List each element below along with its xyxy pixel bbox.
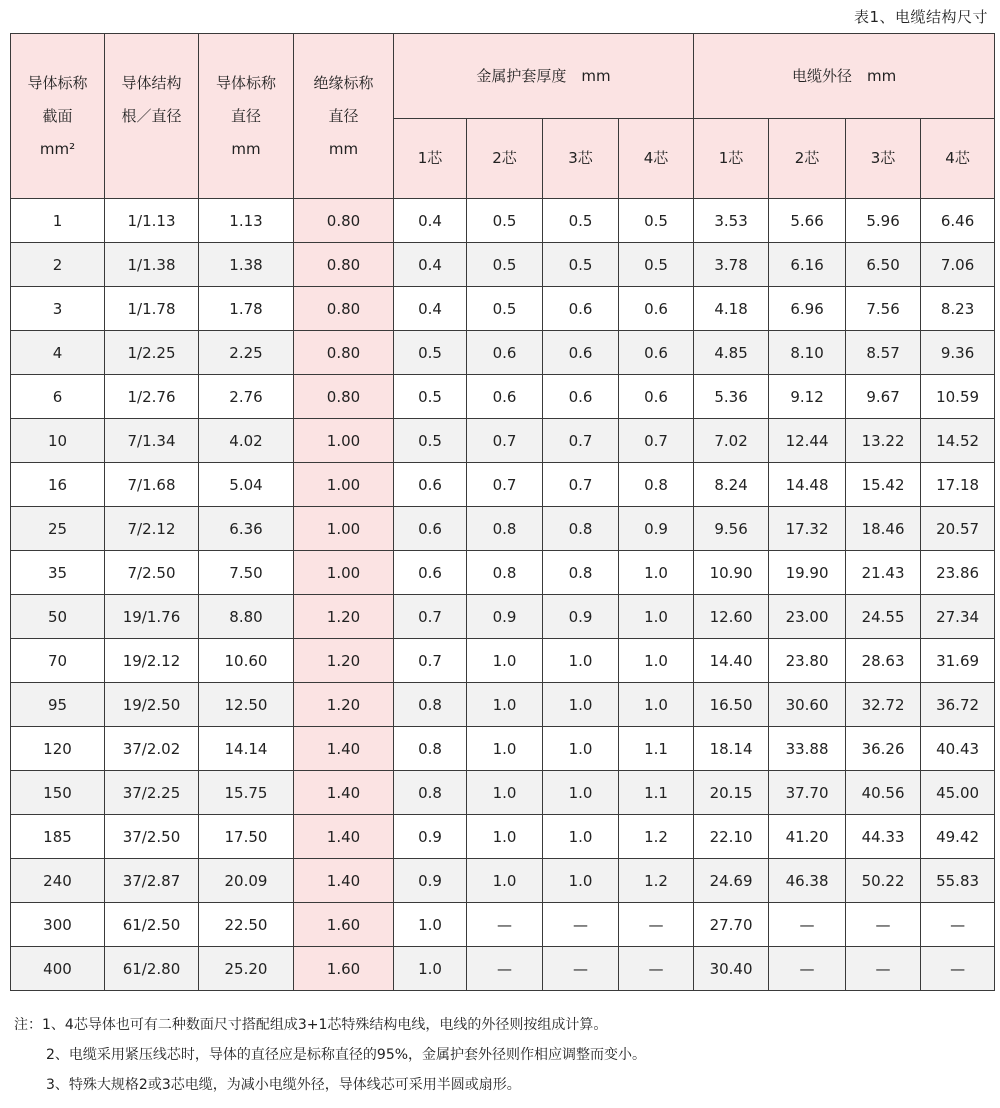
header-outer-3core: 3芯 bbox=[846, 119, 921, 199]
cell-sheath-1core: 0.6 bbox=[394, 551, 467, 595]
cell-outer-1core: 10.90 bbox=[694, 551, 769, 595]
cell-section: 16 bbox=[11, 463, 105, 507]
cell-section: 150 bbox=[11, 771, 105, 815]
cell-sheath-4core: 1.0 bbox=[619, 551, 694, 595]
cell-section: 50 bbox=[11, 595, 105, 639]
cell-outer-4core: 49.42 bbox=[921, 815, 995, 859]
cell-outer-1core: 16.50 bbox=[694, 683, 769, 727]
header-structure bbox=[105, 34, 199, 199]
header-conductor-diameter bbox=[199, 34, 294, 199]
header-insulation-line2: 直径 bbox=[328, 106, 359, 125]
cell-sheath-2core: 1.0 bbox=[467, 771, 543, 815]
cell-sheath-1core: 0.5 bbox=[394, 419, 467, 463]
cell-section: 240 bbox=[11, 859, 105, 903]
header-sheath-3core: 3芯 bbox=[543, 119, 619, 199]
cell-sheath-2core: 1.0 bbox=[467, 683, 543, 727]
cell-outer-2core: — bbox=[769, 947, 846, 991]
header-structure-line1: 导体结构 bbox=[121, 73, 182, 92]
header-outer-group: 电缆外径 mm bbox=[694, 34, 995, 119]
header-section bbox=[11, 34, 105, 199]
cell-structure: 37/2.25 bbox=[105, 771, 199, 815]
cell-sheath-3core: 1.0 bbox=[543, 683, 619, 727]
cell-sheath-3core: 0.6 bbox=[543, 287, 619, 331]
cell-sheath-3core: — bbox=[543, 903, 619, 947]
cell-sheath-1core: 1.0 bbox=[394, 947, 467, 991]
cell-sheath-2core: 0.6 bbox=[467, 375, 543, 419]
cell-structure: 37/2.50 bbox=[105, 815, 199, 859]
cell-sheath-3core: 1.0 bbox=[543, 727, 619, 771]
cell-sheath-4core: 0.7 bbox=[619, 419, 694, 463]
cell-outer-4core: 8.23 bbox=[921, 287, 995, 331]
cell-insulation-diameter: 0.80 bbox=[294, 331, 394, 375]
header-insulation-diameter bbox=[294, 34, 394, 199]
header-section-line3: mm² bbox=[39, 139, 76, 158]
cell-insulation-diameter: 1.00 bbox=[294, 463, 394, 507]
cell-conductor-diameter: 6.36 bbox=[199, 507, 294, 551]
header-insulation-line1: 绝缘标称 bbox=[313, 73, 374, 92]
cell-insulation-diameter: 0.80 bbox=[294, 243, 394, 287]
table-row bbox=[11, 551, 995, 595]
cell-outer-1core: 4.85 bbox=[694, 331, 769, 375]
header-sheath-group: 金属护套厚度 mm bbox=[394, 34, 694, 119]
cell-outer-2core: 12.44 bbox=[769, 419, 846, 463]
cell-structure: 7/1.68 bbox=[105, 463, 199, 507]
cell-outer-1core: 5.36 bbox=[694, 375, 769, 419]
cell-insulation-diameter: 1.40 bbox=[294, 815, 394, 859]
cell-sheath-3core: 0.7 bbox=[543, 463, 619, 507]
cell-section: 185 bbox=[11, 815, 105, 859]
cell-outer-1core: 3.78 bbox=[694, 243, 769, 287]
cell-sheath-1core: 0.4 bbox=[394, 199, 467, 243]
cell-outer-2core: — bbox=[769, 903, 846, 947]
cell-conductor-diameter: 17.50 bbox=[199, 815, 294, 859]
cell-outer-3core: — bbox=[846, 903, 921, 947]
cell-outer-1core: 18.14 bbox=[694, 727, 769, 771]
cell-insulation-diameter: 1.20 bbox=[294, 639, 394, 683]
cell-outer-2core: 14.48 bbox=[769, 463, 846, 507]
table-row bbox=[11, 595, 995, 639]
cell-outer-4core: 9.36 bbox=[921, 331, 995, 375]
table-row bbox=[11, 903, 995, 947]
cell-section: 1 bbox=[11, 199, 105, 243]
cell-sheath-1core: 0.4 bbox=[394, 243, 467, 287]
note-1: 注：1、4芯导体也可有二种数面尺寸搭配组成3+1芯特殊结构电线，电线的外径则按组成计算。 bbox=[14, 1017, 608, 1033]
cell-structure: 19/2.12 bbox=[105, 639, 199, 683]
cell-sheath-4core: — bbox=[619, 903, 694, 947]
cell-sheath-2core: 0.5 bbox=[467, 287, 543, 331]
cell-sheath-1core: 0.7 bbox=[394, 639, 467, 683]
cell-outer-1core: 30.40 bbox=[694, 947, 769, 991]
cell-outer-4core: 6.46 bbox=[921, 199, 995, 243]
cell-outer-4core: 14.52 bbox=[921, 419, 995, 463]
notes bbox=[14, 1010, 646, 1100]
cell-insulation-diameter: 1.20 bbox=[294, 595, 394, 639]
cell-sheath-3core: — bbox=[543, 947, 619, 991]
cell-sheath-1core: 0.8 bbox=[394, 771, 467, 815]
table-row bbox=[11, 815, 995, 859]
cell-sheath-1core: 0.6 bbox=[394, 507, 467, 551]
cell-outer-4core: 31.69 bbox=[921, 639, 995, 683]
cell-outer-2core: 46.38 bbox=[769, 859, 846, 903]
header-section-line1: 导体标称 bbox=[27, 73, 88, 92]
header-diameter-line1: 导体标称 bbox=[215, 73, 276, 92]
cell-sheath-2core: 1.0 bbox=[467, 815, 543, 859]
table-row bbox=[11, 419, 995, 463]
cell-insulation-diameter: 0.80 bbox=[294, 375, 394, 419]
header-section-line2: 截面 bbox=[42, 106, 73, 125]
table-row bbox=[11, 331, 995, 375]
table-row bbox=[11, 771, 995, 815]
cell-conductor-diameter: 1.38 bbox=[199, 243, 294, 287]
cell-sheath-1core: 0.6 bbox=[394, 463, 467, 507]
cell-sheath-3core: 0.6 bbox=[543, 375, 619, 419]
cell-structure: 1/2.25 bbox=[105, 331, 199, 375]
cell-structure: 1/2.76 bbox=[105, 375, 199, 419]
cell-section: 3 bbox=[11, 287, 105, 331]
cell-outer-1core: 14.40 bbox=[694, 639, 769, 683]
cell-outer-1core: 4.18 bbox=[694, 287, 769, 331]
cell-outer-2core: 8.10 bbox=[769, 331, 846, 375]
cell-outer-3core: 44.33 bbox=[846, 815, 921, 859]
cell-section: 35 bbox=[11, 551, 105, 595]
cell-section: 10 bbox=[11, 419, 105, 463]
cell-sheath-1core: 1.0 bbox=[394, 903, 467, 947]
cell-section: 95 bbox=[11, 683, 105, 727]
cell-sheath-4core: 0.6 bbox=[619, 287, 694, 331]
cell-conductor-diameter: 2.25 bbox=[199, 331, 294, 375]
cell-outer-4core: 17.18 bbox=[921, 463, 995, 507]
cell-sheath-3core: 0.5 bbox=[543, 199, 619, 243]
cell-sheath-3core: 1.0 bbox=[543, 771, 619, 815]
cell-structure: 1/1.13 bbox=[105, 199, 199, 243]
cell-conductor-diameter: 1.78 bbox=[199, 287, 294, 331]
table-row bbox=[11, 683, 995, 727]
cell-structure: 37/2.02 bbox=[105, 727, 199, 771]
cell-outer-4core: 7.06 bbox=[921, 243, 995, 287]
cell-section: 300 bbox=[11, 903, 105, 947]
cell-structure: 61/2.50 bbox=[105, 903, 199, 947]
cell-outer-2core: 41.20 bbox=[769, 815, 846, 859]
cell-outer-3core: 36.26 bbox=[846, 727, 921, 771]
cell-conductor-diameter: 2.76 bbox=[199, 375, 294, 419]
cell-sheath-2core: 0.5 bbox=[467, 243, 543, 287]
header-insulation-line3: mm bbox=[328, 139, 359, 158]
cell-sheath-3core: 0.9 bbox=[543, 595, 619, 639]
cell-conductor-diameter: 5.04 bbox=[199, 463, 294, 507]
cell-outer-3core: 7.56 bbox=[846, 287, 921, 331]
cell-outer-1core: 27.70 bbox=[694, 903, 769, 947]
cell-insulation-diameter: 1.60 bbox=[294, 903, 394, 947]
cell-sheath-3core: 0.5 bbox=[543, 243, 619, 287]
cell-sheath-4core: 0.5 bbox=[619, 243, 694, 287]
cell-insulation-diameter: 1.00 bbox=[294, 419, 394, 463]
cell-structure: 61/2.80 bbox=[105, 947, 199, 991]
cell-outer-3core: 28.63 bbox=[846, 639, 921, 683]
cell-outer-3core: 6.50 bbox=[846, 243, 921, 287]
cell-conductor-diameter: 7.50 bbox=[199, 551, 294, 595]
note-2: 2、电缆采用紧压线芯时，导体的直径应是标称直径的95%，金属护套外径则作相应调整而变小。 bbox=[46, 1047, 647, 1063]
cell-conductor-diameter: 4.02 bbox=[199, 419, 294, 463]
cell-sheath-4core: 0.6 bbox=[619, 331, 694, 375]
cell-insulation-diameter: 1.40 bbox=[294, 727, 394, 771]
cell-outer-3core: 50.22 bbox=[846, 859, 921, 903]
cell-sheath-2core: 0.7 bbox=[467, 463, 543, 507]
header-structure-line2: 根／直径 bbox=[121, 106, 182, 125]
cell-sheath-1core: 0.4 bbox=[394, 287, 467, 331]
cell-sheath-4core: — bbox=[619, 947, 694, 991]
header-sheath-1core: 1芯 bbox=[394, 119, 467, 199]
cell-sheath-1core: 0.9 bbox=[394, 859, 467, 903]
header-diameter-line2: 直径 bbox=[230, 106, 261, 125]
cell-outer-3core: 9.67 bbox=[846, 375, 921, 419]
header-outer-2core: 2芯 bbox=[769, 119, 846, 199]
cell-outer-2core: 23.00 bbox=[769, 595, 846, 639]
table-caption: 表1、电缆结构尺寸 bbox=[853, 8, 988, 26]
cell-outer-3core: 21.43 bbox=[846, 551, 921, 595]
cell-sheath-2core: 0.6 bbox=[467, 331, 543, 375]
cell-outer-4core: 20.57 bbox=[921, 507, 995, 551]
cell-structure: 19/2.50 bbox=[105, 683, 199, 727]
cell-outer-3core: — bbox=[846, 947, 921, 991]
cell-sheath-4core: 1.1 bbox=[619, 771, 694, 815]
table-row bbox=[11, 199, 995, 243]
cell-conductor-diameter: 15.75 bbox=[199, 771, 294, 815]
cable-spec-table bbox=[10, 33, 995, 991]
header-diameter-line3: mm bbox=[231, 139, 261, 158]
cell-structure: 37/2.87 bbox=[105, 859, 199, 903]
cell-section: 4 bbox=[11, 331, 105, 375]
cell-sheath-1core: 0.9 bbox=[394, 815, 467, 859]
cell-sheath-2core: 1.0 bbox=[467, 859, 543, 903]
cell-structure: 7/2.12 bbox=[105, 507, 199, 551]
table-row bbox=[11, 639, 995, 683]
cell-structure: 1/1.38 bbox=[105, 243, 199, 287]
cell-insulation-diameter: 0.80 bbox=[294, 199, 394, 243]
header-outer-4core: 4芯 bbox=[921, 119, 995, 199]
cell-outer-3core: 15.42 bbox=[846, 463, 921, 507]
cell-insulation-diameter: 0.80 bbox=[294, 287, 394, 331]
cell-structure: 7/2.50 bbox=[105, 551, 199, 595]
cell-outer-2core: 19.90 bbox=[769, 551, 846, 595]
cell-sheath-4core: 0.5 bbox=[619, 199, 694, 243]
cell-outer-4core: 10.59 bbox=[921, 375, 995, 419]
cell-sheath-4core: 1.2 bbox=[619, 815, 694, 859]
cell-sheath-2core: 1.0 bbox=[467, 639, 543, 683]
cell-section: 6 bbox=[11, 375, 105, 419]
cell-outer-2core: 33.88 bbox=[769, 727, 846, 771]
cell-sheath-4core: 1.0 bbox=[619, 595, 694, 639]
header-sheath-4core: 4芯 bbox=[619, 119, 694, 199]
note-3: 3、特殊大规格2或3芯电缆，为减小电缆外径，导体线芯可采用半圆或扇形。 bbox=[46, 1077, 521, 1093]
cell-sheath-1core: 0.8 bbox=[394, 727, 467, 771]
cell-section: 120 bbox=[11, 727, 105, 771]
cell-insulation-diameter: 1.00 bbox=[294, 551, 394, 595]
cell-insulation-diameter: 1.40 bbox=[294, 771, 394, 815]
cell-outer-4core: 36.72 bbox=[921, 683, 995, 727]
cell-section: 25 bbox=[11, 507, 105, 551]
cell-outer-1core: 9.56 bbox=[694, 507, 769, 551]
cell-insulation-diameter: 1.60 bbox=[294, 947, 394, 991]
cell-outer-4core: 23.86 bbox=[921, 551, 995, 595]
cell-conductor-diameter: 10.60 bbox=[199, 639, 294, 683]
table-body bbox=[11, 199, 995, 991]
cell-sheath-2core: 0.7 bbox=[467, 419, 543, 463]
cell-sheath-2core: 0.8 bbox=[467, 507, 543, 551]
cell-structure: 19/1.76 bbox=[105, 595, 199, 639]
cell-outer-4core: 45.00 bbox=[921, 771, 995, 815]
cell-outer-1core: 12.60 bbox=[694, 595, 769, 639]
cell-outer-1core: 7.02 bbox=[694, 419, 769, 463]
cell-outer-3core: 40.56 bbox=[846, 771, 921, 815]
header-outer-1core: 1芯 bbox=[694, 119, 769, 199]
cell-sheath-3core: 1.0 bbox=[543, 815, 619, 859]
table-row bbox=[11, 859, 995, 903]
cell-section: 400 bbox=[11, 947, 105, 991]
cell-sheath-3core: 0.8 bbox=[543, 507, 619, 551]
cell-outer-3core: 13.22 bbox=[846, 419, 921, 463]
table-header bbox=[11, 34, 995, 199]
cell-sheath-1core: 0.5 bbox=[394, 375, 467, 419]
cell-sheath-4core: 1.0 bbox=[619, 639, 694, 683]
cell-conductor-diameter: 8.80 bbox=[199, 595, 294, 639]
cell-outer-3core: 5.96 bbox=[846, 199, 921, 243]
cell-outer-3core: 18.46 bbox=[846, 507, 921, 551]
table-row bbox=[11, 947, 995, 991]
cell-insulation-diameter: 1.20 bbox=[294, 683, 394, 727]
cell-outer-1core: 22.10 bbox=[694, 815, 769, 859]
cell-outer-4core: 40.43 bbox=[921, 727, 995, 771]
cell-sheath-2core: 0.9 bbox=[467, 595, 543, 639]
cell-outer-2core: 6.96 bbox=[769, 287, 846, 331]
cell-sheath-4core: 1.2 bbox=[619, 859, 694, 903]
table-row bbox=[11, 507, 995, 551]
cell-sheath-2core: 0.5 bbox=[467, 199, 543, 243]
cell-conductor-diameter: 22.50 bbox=[199, 903, 294, 947]
cell-sheath-1core: 0.5 bbox=[394, 331, 467, 375]
cell-sheath-3core: 0.7 bbox=[543, 419, 619, 463]
cell-outer-4core: 27.34 bbox=[921, 595, 995, 639]
cell-conductor-diameter: 1.13 bbox=[199, 199, 294, 243]
cell-insulation-diameter: 1.00 bbox=[294, 507, 394, 551]
cell-structure: 1/1.78 bbox=[105, 287, 199, 331]
cell-sheath-4core: 1.0 bbox=[619, 683, 694, 727]
cell-sheath-3core: 0.6 bbox=[543, 331, 619, 375]
cell-conductor-diameter: 20.09 bbox=[199, 859, 294, 903]
cell-section: 2 bbox=[11, 243, 105, 287]
cell-outer-2core: 17.32 bbox=[769, 507, 846, 551]
table-row bbox=[11, 727, 995, 771]
cell-outer-1core: 20.15 bbox=[694, 771, 769, 815]
cell-sheath-4core: 0.8 bbox=[619, 463, 694, 507]
cell-conductor-diameter: 12.50 bbox=[199, 683, 294, 727]
cell-insulation-diameter: 1.40 bbox=[294, 859, 394, 903]
cell-sheath-2core: 1.0 bbox=[467, 727, 543, 771]
header-sheath-2core: 2芯 bbox=[467, 119, 543, 199]
table-row bbox=[11, 243, 995, 287]
cell-outer-4core: 55.83 bbox=[921, 859, 995, 903]
cell-outer-4core: — bbox=[921, 947, 995, 991]
cell-sheath-2core: 0.8 bbox=[467, 551, 543, 595]
cell-sheath-3core: 1.0 bbox=[543, 859, 619, 903]
cell-sheath-2core: — bbox=[467, 903, 543, 947]
table-row bbox=[11, 375, 995, 419]
cell-outer-1core: 24.69 bbox=[694, 859, 769, 903]
cell-sheath-4core: 1.1 bbox=[619, 727, 694, 771]
cell-outer-4core: — bbox=[921, 903, 995, 947]
cell-outer-2core: 5.66 bbox=[769, 199, 846, 243]
table-row bbox=[11, 287, 995, 331]
cell-sheath-1core: 0.8 bbox=[394, 683, 467, 727]
cell-sheath-2core: — bbox=[467, 947, 543, 991]
cell-sheath-3core: 1.0 bbox=[543, 639, 619, 683]
cell-outer-1core: 8.24 bbox=[694, 463, 769, 507]
cell-structure: 7/1.34 bbox=[105, 419, 199, 463]
cell-outer-2core: 30.60 bbox=[769, 683, 846, 727]
cell-sheath-4core: 0.9 bbox=[619, 507, 694, 551]
cell-conductor-diameter: 25.20 bbox=[199, 947, 294, 991]
cell-outer-1core: 3.53 bbox=[694, 199, 769, 243]
cell-section: 70 bbox=[11, 639, 105, 683]
cell-sheath-4core: 0.6 bbox=[619, 375, 694, 419]
cell-outer-2core: 23.80 bbox=[769, 639, 846, 683]
cell-outer-3core: 8.57 bbox=[846, 331, 921, 375]
cell-outer-3core: 24.55 bbox=[846, 595, 921, 639]
cell-sheath-1core: 0.7 bbox=[394, 595, 467, 639]
cell-outer-3core: 32.72 bbox=[846, 683, 921, 727]
cell-sheath-3core: 0.8 bbox=[543, 551, 619, 595]
cell-outer-2core: 9.12 bbox=[769, 375, 846, 419]
table-row bbox=[11, 463, 995, 507]
cell-outer-2core: 37.70 bbox=[769, 771, 846, 815]
cell-outer-2core: 6.16 bbox=[769, 243, 846, 287]
cell-conductor-diameter: 14.14 bbox=[199, 727, 294, 771]
